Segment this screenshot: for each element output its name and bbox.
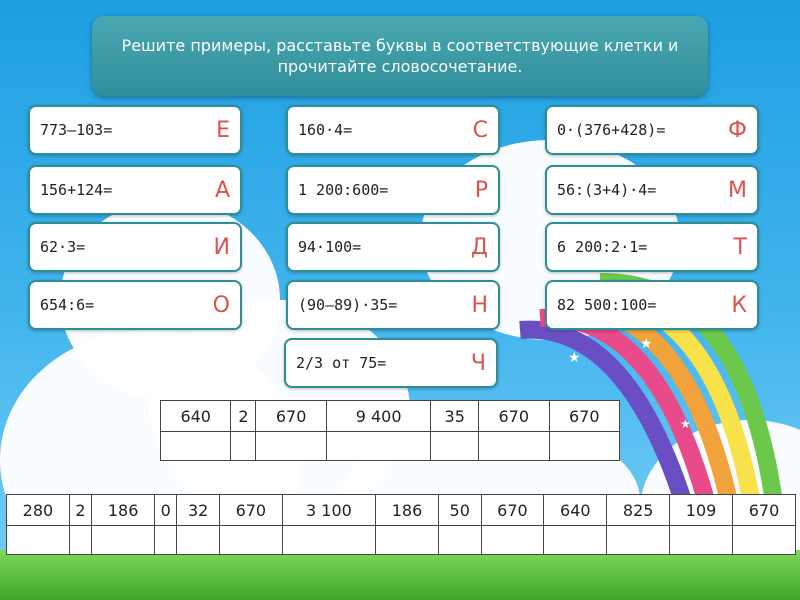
star-icon: ★: [680, 417, 691, 431]
answer-number: 670: [256, 401, 326, 432]
example-letter: Т: [733, 234, 747, 260]
answer-number: 109: [670, 495, 733, 526]
answer-number: 3 100: [282, 495, 375, 526]
letter-cell[interactable]: [161, 432, 231, 461]
letter-cell[interactable]: [282, 526, 375, 555]
example-letter: Е: [216, 117, 230, 143]
grass-strip: [0, 550, 800, 600]
example-letter: О: [212, 292, 230, 318]
example-expression: 156+124=: [40, 181, 113, 199]
star-icon: ★: [640, 336, 653, 352]
example-card: [286, 105, 500, 155]
answer-table-top: [160, 400, 620, 461]
answer-number: 670: [219, 495, 282, 526]
letter-cell[interactable]: [256, 432, 326, 461]
example-letter: М: [728, 177, 747, 203]
answer-number: 9 400: [326, 401, 431, 432]
letter-cell[interactable]: [481, 526, 544, 555]
letter-cell[interactable]: [544, 526, 607, 555]
example-letter: К: [731, 292, 747, 318]
answer-number: 32: [177, 495, 220, 526]
letter-cell[interactable]: [7, 526, 70, 555]
answer-number: 2: [231, 401, 256, 432]
example-card: [28, 165, 242, 215]
example-expression: 56:(3+4)·4=: [557, 181, 657, 199]
letter-cell[interactable]: [92, 526, 155, 555]
letter-cell[interactable]: [219, 526, 282, 555]
example-card: [286, 222, 500, 272]
letter-cell[interactable]: [733, 526, 796, 555]
answer-number: 50: [438, 495, 481, 526]
example-expression: 654:6=: [40, 296, 95, 314]
example-card: [286, 165, 500, 215]
example-expression: 0·(376+428)=: [557, 121, 666, 139]
example-letter: И: [213, 234, 230, 260]
example-card: [545, 105, 759, 155]
example-expression: 773–103=: [40, 121, 113, 139]
example-card: [284, 338, 498, 388]
example-expression: 94·100=: [298, 238, 362, 256]
answer-number: 35: [431, 401, 479, 432]
example-expression: (90–89)·35=: [298, 296, 398, 314]
example-expression: 82 500:100=: [557, 296, 657, 314]
letter-cell[interactable]: [431, 432, 479, 461]
answer-number: 2: [69, 495, 91, 526]
answer-table-bottom: [6, 494, 796, 555]
example-letter: Д: [470, 234, 488, 260]
example-card: [545, 280, 759, 330]
example-card: [286, 280, 500, 330]
example-card: [28, 222, 242, 272]
example-letter: Ф: [728, 117, 747, 143]
answer-number: 640: [544, 495, 607, 526]
example-card: [545, 165, 759, 215]
letter-cell[interactable]: [438, 526, 481, 555]
instruction-banner: [92, 16, 708, 96]
letter-cell[interactable]: [69, 526, 91, 555]
example-letter: С: [472, 117, 488, 143]
letter-cell[interactable]: [670, 526, 733, 555]
example-expression: 6 200:2·1=: [557, 238, 648, 256]
example-card: [545, 222, 759, 272]
instruction-text: Решите примеры, расставьте буквы в соответствующие клетки и прочитайте словосочетание.: [121, 36, 679, 76]
answer-number: 670: [479, 401, 549, 432]
answer-number: 825: [607, 495, 670, 526]
letter-cell[interactable]: [231, 432, 256, 461]
example-expression: 62·3=: [40, 238, 86, 256]
letter-cell[interactable]: [607, 526, 670, 555]
example-expression: 1 200:600=: [298, 181, 389, 199]
example-card: [28, 105, 242, 155]
example-letter: Ч: [470, 350, 486, 376]
letter-cell[interactable]: [376, 526, 439, 555]
letter-cell[interactable]: [326, 432, 431, 461]
example-expression: 2/3 от 75=: [296, 354, 387, 372]
answer-number: 670: [733, 495, 796, 526]
star-icon: ★: [568, 350, 581, 366]
example-letter: Р: [474, 177, 488, 203]
letter-cell[interactable]: [479, 432, 549, 461]
answer-number: 186: [376, 495, 439, 526]
example-card: [28, 280, 242, 330]
answer-number: 640: [161, 401, 231, 432]
answer-number: 186: [92, 495, 155, 526]
letter-cell[interactable]: [549, 432, 620, 461]
letter-cell[interactable]: [155, 526, 177, 555]
example-letter: А: [214, 177, 230, 203]
answer-number: 670: [481, 495, 544, 526]
answer-number: 670: [549, 401, 620, 432]
letter-cell[interactable]: [177, 526, 220, 555]
example-letter: Н: [471, 292, 488, 318]
example-expression: 160·4=: [298, 121, 353, 139]
answer-number: 280: [7, 495, 70, 526]
answer-number: 0: [155, 495, 177, 526]
